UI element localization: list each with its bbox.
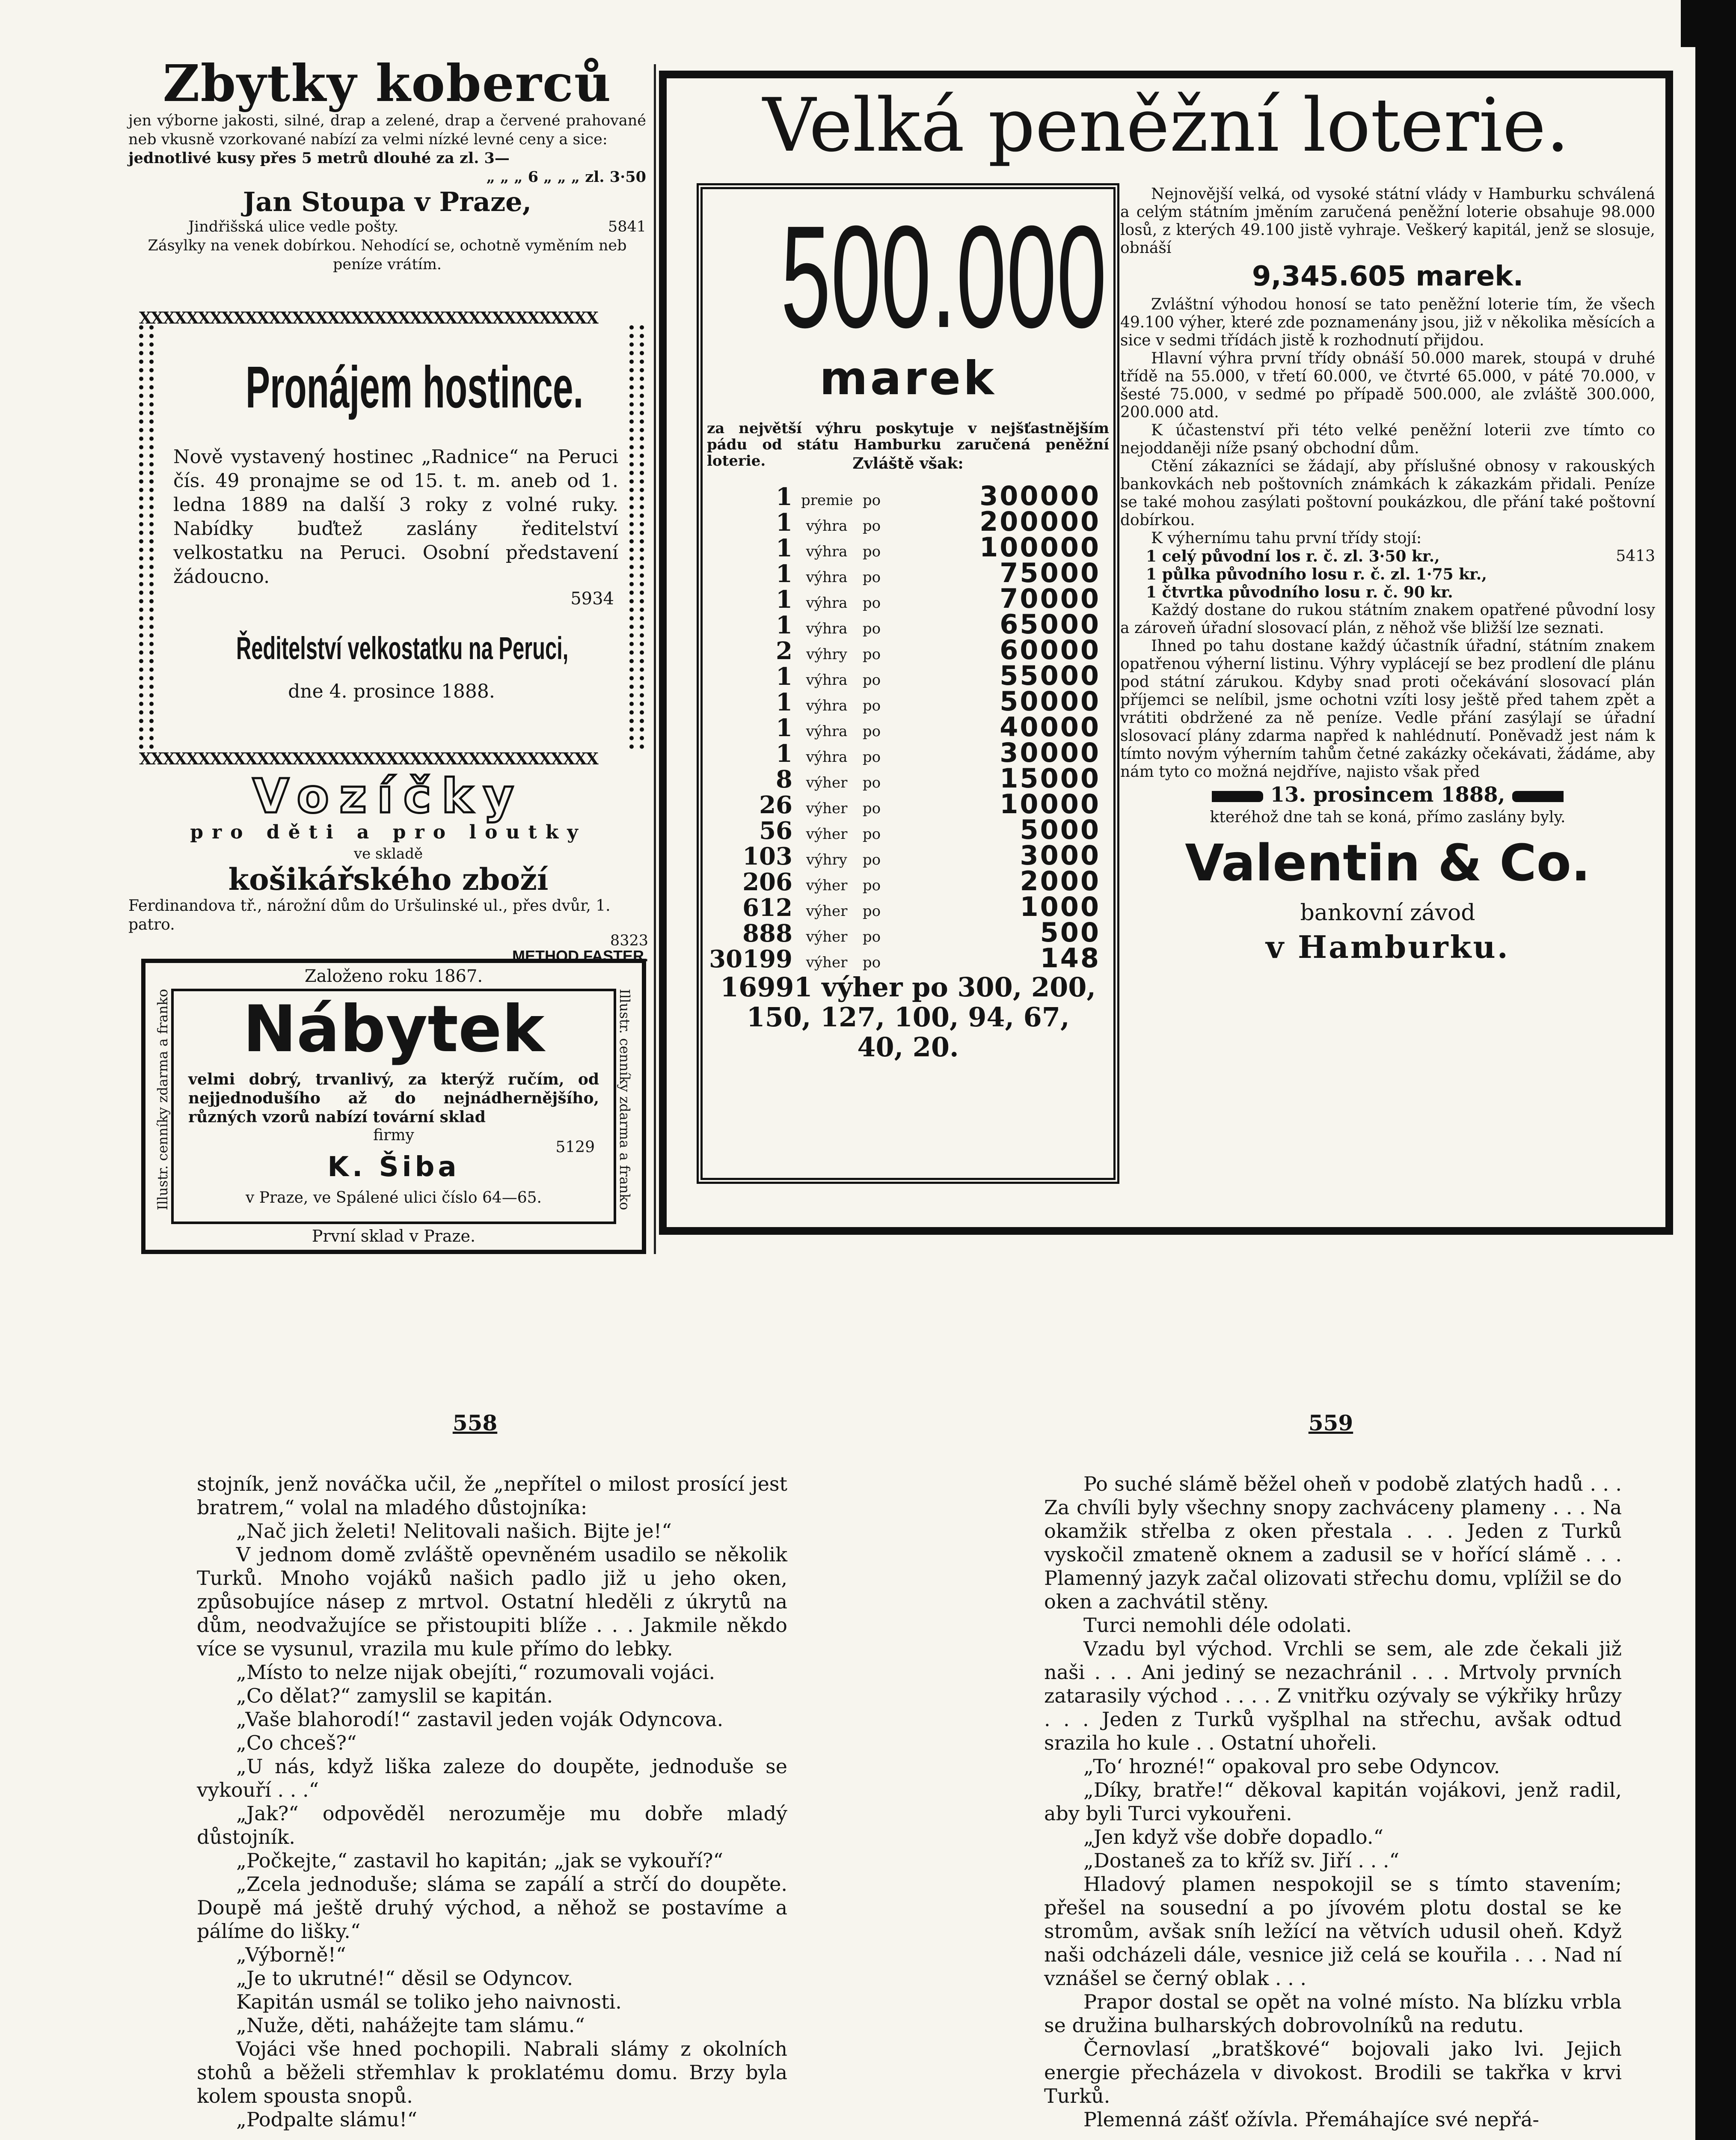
lottery-p3: K účastenství při této velké peněžní loterii zve tímto co nejoddaněji níže psaný obchodní dům.: [1120, 422, 1655, 457]
lottery-p5: K výhernímu tahu první třídy stojí:: [1151, 529, 1422, 547]
ad-hostince-side-right: [629, 325, 644, 749]
text-paragraph: Černovlasí „bratškové“ bojovali jako lvi. Jejich energie přecházela v divokost. Brodili se takřka v krvi Turků.: [1044, 2037, 1622, 2107]
text-column-left: [197, 1472, 787, 2131]
lottery-big-amount: 500.000: [780, 196, 1107, 358]
ad-nabytek-side-right: Illustr. cenníky zdarma a franko: [617, 989, 633, 1210]
ad-hostince-sign: Ředitelství velkostatku na Peruci,: [236, 630, 569, 666]
page-num-right: [1001, 1410, 1660, 1436]
ad-koberce-address-row: [128, 217, 646, 236]
prize-count: 1: [776, 714, 792, 742]
prize-amount: 70000: [1000, 583, 1101, 614]
prize-row: [703, 840, 1113, 871]
lottery-date: 13. prosincem 1888,: [1270, 783, 1505, 807]
prize-row: [703, 865, 1113, 897]
text-paragraph: Prapor dostal se opět na volné místo. Na blízku vrbla se družina bulharských dobrovolníků na redutu.: [1044, 1990, 1622, 2037]
prize-po: po: [862, 826, 881, 843]
text-paragraph: „Nuže, děti, nahážejte tam slámu.“: [236, 2014, 585, 2037]
text-paragraph: Po suché slámě běžel oheň v podobě zlatých hadů . . . Za chvíli byly všechny snopy zachváceny plameny . . . Na okamžik střelba z oken přestala . . . Jeden z Turků vyskočil zmateně oknem a zadusil se v hořící slámě . . . Plamenný jazyk začal olizovati střechu domu, vplížil se do oken a zachvátil stěny.: [1044, 1472, 1622, 1613]
prize-row: [703, 917, 1113, 948]
prize-po: po: [862, 492, 881, 509]
prize-amount: 500: [1040, 917, 1101, 948]
prize-amount: 40000: [1000, 711, 1101, 743]
ad-voziky-sub: pro děti a pro loutky: [190, 821, 587, 843]
lottery-p7: Ihned po tahu dostane každý účastník úřadní, státním znakem opatřenou výherní listinu. Výhry vyplácejí se bez prodlení dle plánu pod státní zárukou. Kdyby snad proti očekávání slosovací plán příjemci se nelíbil, jsme ochotni vzíti losy ještě před tahem zpět a vrátiti obdržené za ně peníze. Vedle přání zasýlají se úřadní slosovací plány zdarma napřed k nahlédnutí. Poněvadž jest nám k tímto novým výherním tahům četné zakázky očekávati, žádáme, aby nám tyto co možná nejdříve, najisto však před: [1120, 637, 1655, 781]
prize-word: výher: [806, 928, 848, 945]
ad-voziky-title: Vozíčky: [252, 769, 524, 823]
prize-po: po: [862, 723, 881, 740]
ad-nabytek-firm-label: firmy: [373, 1126, 414, 1144]
prize-count: 1: [776, 586, 792, 614]
ad-hostince-title: Pronájem hostince.: [246, 354, 584, 420]
prize-row: [703, 814, 1113, 845]
ad-voziky-num: 8323: [610, 932, 648, 949]
prize-word: výhra: [806, 543, 848, 560]
prize-po: po: [862, 877, 881, 894]
prize-word: výhra: [806, 723, 848, 740]
text-paragraph: „Nač jich želeti! Nelitovali našich. Bijte je!“: [236, 1519, 672, 1543]
text-paragraph: V jednom domě zvláště opevněném usadilo se několik Turků. Mnoho vojáků našich padlo již u jeho oken, způsobujíce násep z mrtvol. Ostatní hleděli z úkrytů na dům, neodvažujíce se přistoupiti blíže . . . Jakmile někdo více se vysunul, vrazila mu kule přímo do lebky.: [197, 1543, 787, 1660]
ad-nabytek-address: v Praze, ve Spálené ulici číslo 64—65.: [245, 1189, 542, 1207]
prize-word: výhra: [806, 594, 848, 612]
text-paragraph: Vojáci vše hned pochopili. Nabrali slámy z okolních stohů a běželi střemhlav k proklatému domu. Brzy byla kolem spousta snopů.: [197, 2037, 787, 2107]
prize-po: po: [862, 903, 881, 920]
prize-count: 612: [742, 894, 792, 922]
prize-amount: 2000: [1020, 865, 1101, 897]
prize-po: po: [862, 774, 881, 791]
prize-amount: 65000: [1000, 609, 1101, 640]
text-paragraph: „Jen když vše dobře dopadlo.“: [1083, 1825, 1383, 1849]
ad-voziky-line: ve skladě: [353, 845, 423, 862]
text-column-right: [1044, 1472, 1622, 2131]
page-num-left-text: 558: [452, 1410, 498, 1436]
prize-amount: 5000: [1020, 814, 1101, 845]
prize-count: 1: [776, 534, 792, 562]
text-paragraph: Vzadu byl východ. Vrchli se sem, ale zde čekali již naši . . . Ani jediný se nezachránil . . . Mrtvoly prvních zatarasily východ . . . . Z vnitřku ozývaly se výkřiky hrůzy . . . Jeden z Turků vyšplhal na střechu, avšak odtud srazila ho kule . . Ostatní uhořeli.: [1044, 1637, 1622, 1754]
ad-koberce-title: Zbytky koberců: [163, 54, 612, 113]
pointing-hand-icon: [1212, 791, 1263, 802]
pointing-hand-icon: [1512, 791, 1564, 802]
prize-count: 26: [759, 791, 792, 819]
lottery-cost1-num: 5413: [1616, 547, 1655, 565]
ad-nabytek-num: 5129: [555, 1138, 595, 1156]
prize-amount: 3000: [1020, 840, 1101, 871]
text-paragraph: Plemenná zášť ožívla. Přemáhajíce své nepřá-: [1083, 2108, 1539, 2131]
prize-count: 8: [776, 765, 792, 794]
prize-amount: 15000: [1000, 763, 1101, 794]
prize-word: výhra: [806, 569, 848, 586]
lottery-last: 16991 výher po 300, 200, 150, 127, 100, 94, 67, 40, 20.: [720, 972, 1096, 1063]
prize-count: 1: [776, 560, 792, 588]
ad-nabytek: [141, 959, 646, 1254]
prize-count: 888: [742, 919, 792, 948]
ad-lottery: [659, 71, 1673, 1235]
prize-count: 2: [776, 637, 792, 665]
text-paragraph: „Díky, bratře!“ děkoval kapitán vojákovi, jenž radil, aby byli Turci vykouřeni.: [1044, 1778, 1622, 1825]
prize-word: výhra: [806, 749, 848, 766]
lottery-after-date: kteréhož dne tah se koná, přímo zaslány byly.: [1210, 808, 1566, 826]
lottery-sub: za největší výhru poskytuje v nejšťastnějším pádu od státu Hamburku zaručená peněžní loterie.: [707, 420, 1109, 470]
prize-row: [703, 660, 1113, 691]
prize-row: [703, 788, 1113, 820]
ad-nabytek-title: Nábytek: [243, 992, 545, 1067]
prize-po: po: [862, 672, 881, 689]
ad-hostince-body: Nově vystavený hostinec „Radnice“ na Peruci čís. 49 pronajme se od 15. t. m. aneb od 1. ledna 1889 na další 3 roky z volné ruky. Nabídky buďtež zaslány ředitelství velkostatku na Peruci. Osobní představení žádoucno.: [173, 446, 618, 588]
lottery-total: 9,345.605 marek.: [1252, 261, 1524, 292]
lottery-p4: Ctění zákazníci se žádají, aby příslušné obnosy v rakouských bankovkách neb poštovních známkách k zákazkám přidali. Peníze se také mohou zasýlati poštovní poukázkou, dle přání také poštovní dobírkou.: [1120, 458, 1655, 529]
lottery-cost3: 1 čtvrtka původního losu r. č. 90 kr.: [1146, 583, 1453, 601]
lottery-prize-list: [703, 480, 1113, 974]
page-num-right-text: 559: [1308, 1410, 1353, 1436]
text-paragraph: „Jak?“ odpověděl nerozuměje mu dobře mladý důstojník.: [197, 1802, 787, 1849]
prize-word: výhra: [806, 517, 848, 535]
lottery-right-text: [1120, 185, 1655, 968]
prize-amount: 75000: [1000, 557, 1101, 588]
prize-count: 56: [759, 817, 792, 845]
ad-hostince: [139, 308, 644, 770]
ad-koberce-num: 5841: [608, 218, 646, 235]
text-paragraph: stojník, jenž nováčka učil, že „nepřítel o milost prosící jest bratrem,“ volal na mladého důstojníka:: [197, 1472, 787, 1519]
lottery-p2: Hlavní výhra první třídy obnáší 50.000 marek, stoupá v druhé třídě na 55.000, v třetí 60.000, ve čtvrté 65.000, v páté 70.000, v šesté 75.000, v sedmé po případě 500.000, ale zvláště 300.000, 200.000 atd.: [1120, 350, 1655, 421]
prize-word: výher: [806, 903, 848, 920]
text-paragraph: Hladový plamen nespokojil se s tímto stavením; přešel na sousední a po jívovém plotu dostal se ke stromům, avšak sníh ležící na větvích udusil oheň. Když naši odcházeli dále, vesnice již celá se kouřila . . . Nad ní vznášel se černý oblak . . .: [1044, 1872, 1622, 1990]
ad-hostince-side-left: [139, 325, 154, 749]
prize-row: [703, 711, 1113, 743]
prize-po: po: [862, 928, 881, 945]
prize-amount: 148: [1040, 942, 1101, 974]
prize-word: výher: [806, 954, 848, 971]
prize-row: [703, 532, 1113, 563]
ad-nabytek-bottom: První sklad v Praze.: [312, 1227, 476, 1245]
lottery-zvlaste: Zvláště však:: [852, 455, 964, 473]
text-paragraph: „Místo to nelze nijak obejíti,“ rozumovali vojáci.: [236, 1661, 715, 1684]
prize-po: po: [862, 569, 881, 586]
ad-voziky: [128, 769, 648, 965]
text-paragraph: „Dostaneš za to kříž sv. Jiří . . .“: [1083, 1849, 1399, 1872]
prize-amount: 30000: [1000, 737, 1101, 768]
prize-count: 1: [776, 508, 792, 537]
lottery-cost2: 1 půlka původního losu r. č. zl. 1·75 kr.,: [1146, 565, 1487, 583]
lottery-prize-box: [697, 183, 1119, 1184]
ad-hostince-date: dne 4. prosince 1888.: [288, 681, 495, 702]
ad-koberce-price1: jednotlivé kusy přes 5 metrů dlouhé za zl. 3—: [128, 149, 510, 167]
lottery-intro: Nejnovější velká, od vysoké státní vlády v Hamburku schválená a celým státním jměním zaručená peněžní loterie obsahuje 98.000 losů, z kterých 49.100 jistě vyhraje. Veškerý kapitál, jenž se slosuje, obnáší: [1120, 185, 1655, 257]
text-paragraph: „To‘ hrozné!“ opakoval pro sebe Odyncov.: [1083, 1755, 1500, 1778]
prize-row: [703, 480, 1113, 511]
text-paragraph: „Zcela jednoduše; sláma se zapálí a strčí do doupěte. Doupě má ještě druhý východ, a něhož se postavíme a pálíme do lišky.“: [197, 1872, 787, 1943]
lottery-big-unit: marek: [819, 352, 997, 405]
prize-word: premie: [801, 492, 853, 509]
prize-row: [703, 942, 1113, 974]
prize-row: [703, 609, 1113, 640]
lottery-cost1-row: [1120, 547, 1655, 565]
prize-amount: 50000: [1000, 686, 1101, 717]
text-paragraph: Kapitán usmál se toliko jeho naivnosti.: [236, 1990, 622, 2013]
page-edge: [1695, 0, 1736, 2140]
prize-amount: 10000: [1000, 788, 1101, 820]
ad-hostince-chain-top: XXXXXXXXXXXXXXXXXXXXXXXXXXXXXXXXXXXXXXX: [139, 308, 598, 327]
prize-po: po: [862, 954, 881, 971]
text-paragraph: „Podpalte slámu!“: [236, 2108, 417, 2131]
prize-row: [703, 686, 1113, 717]
ad-voziky-method: METHOD FASTER.: [512, 947, 648, 965]
text-paragraph: „Počkejte,“ zastavil ho kapitán; „jak se vykouří?“: [236, 1849, 723, 1872]
lottery-p1: Zvláštní výhodou honosí se tato peněžní loterie tím, že všech 49.100 výher, které zde poznamenány jsou, již v několika měsících a sice v sedmi třídách jistě k rozhodnutí přijdou.: [1120, 296, 1655, 349]
prize-count: 1: [776, 663, 792, 691]
prize-row: [703, 506, 1113, 537]
prize-word: výhra: [806, 697, 848, 714]
ad-koberce-address: Jindřišská ulice vedle pošty.: [188, 218, 399, 235]
ad-nabytek-firm: K. Šiba: [327, 1151, 460, 1183]
prize-word: výhra: [806, 620, 848, 637]
page-num-left: [128, 1410, 822, 1436]
prize-amount: 300000: [979, 480, 1101, 511]
lottery-firm-city: v Hamburku.: [1266, 929, 1510, 965]
text-paragraph: „Co chceš?“: [236, 1731, 357, 1754]
lottery-cost1: 1 celý původní los r. č. zl. 3·50 kr.,: [1146, 547, 1440, 565]
prize-row: [703, 583, 1113, 614]
prize-word: výher: [806, 800, 848, 817]
ad-voziky-address: Ferdinandova tř., nárožní dům do Uršulinské ul., přes dvůr, 1. patro.: [128, 897, 611, 933]
prize-po: po: [862, 543, 881, 560]
prize-row: [703, 634, 1113, 666]
text-paragraph: Turci nemohli déle odolati.: [1083, 1614, 1352, 1637]
prize-count: 206: [742, 868, 792, 896]
prize-po: po: [862, 517, 881, 535]
prize-po: po: [862, 851, 881, 868]
prize-po: po: [862, 620, 881, 637]
lottery-p6: Každý dostane do rukou státním znakem opatřené původní losy a zároveň úřadní slosovací plán, z něhož vše bližší lze seznati.: [1120, 601, 1655, 637]
ad-nabytek-body: velmi dobrý, trvanlivý, za kterýž ručím, od nejjednodušího až do nejnádhernějšího, různých vzorů nabízí tovární sklad: [188, 1070, 599, 1126]
ad-hostince-chain-bottom: XXXXXXXXXXXXXXXXXXXXXXXXXXXXXXXXXXXXXXX: [139, 749, 598, 768]
text-paragraph: „Je to ukrutné!“ děsil se Odyncov.: [236, 1967, 573, 1990]
prize-row: [703, 891, 1113, 922]
prize-word: výhry: [806, 646, 847, 663]
prize-po: po: [862, 646, 881, 663]
prize-amount: 1000: [1020, 891, 1101, 922]
prize-count: 1: [776, 611, 792, 639]
ad-koberce: [128, 56, 646, 274]
prize-po: po: [862, 697, 881, 714]
prize-count: 103: [742, 842, 792, 871]
prize-count: 1: [776, 688, 792, 716]
prize-word: výhry: [806, 851, 847, 868]
prize-count: 1: [776, 740, 792, 768]
text-paragraph: „Výborně!“: [236, 1943, 346, 1966]
text-paragraph: „Vaše blahorodí!“ zastavil jeden voják Odyncova.: [236, 1708, 724, 1731]
prize-amount: 60000: [1000, 634, 1101, 666]
column-rule: [654, 64, 656, 1254]
prize-amount: 100000: [979, 532, 1101, 563]
prize-row: [703, 737, 1113, 768]
prize-word: výhra: [806, 672, 848, 689]
prize-row: [703, 763, 1113, 794]
ad-koberce-firm: Jan Stoupa v Praze,: [243, 186, 532, 217]
ad-koberce-text: jen výborne jakosti, silné, drap a zelené, drap a červené prahované neb vkusně vzorkované nabízí za velmi nízké levné ceny a sice:: [128, 112, 646, 148]
prize-word: výher: [806, 826, 848, 843]
lottery-firm: Valentin & Co.: [1185, 833, 1591, 892]
ad-nabytek-top: Založeno roku 1867.: [304, 966, 483, 986]
prize-count: 30199: [709, 945, 792, 973]
lottery-firm-sub: bankovní závod: [1300, 900, 1475, 926]
prize-amount: 55000: [1000, 660, 1101, 691]
ad-nabytek-side-left: Illustr. cenníky zdarma a franko: [154, 989, 171, 1210]
ad-koberce-price2: „ „ „ 6 „ „ „ zl. 3·50: [486, 168, 646, 186]
prize-po: po: [862, 800, 881, 817]
prize-count: 1: [776, 483, 792, 511]
lottery-date-row: [1120, 781, 1655, 808]
ad-voziky-firm: košikářského zboží: [228, 862, 549, 897]
prize-word: výher: [806, 774, 848, 791]
prize-word: výher: [806, 877, 848, 894]
text-paragraph: „Co dělat?“ zamyslil se kapitán.: [236, 1684, 553, 1707]
prize-amount: 200000: [979, 506, 1101, 537]
prize-po: po: [862, 749, 881, 766]
ad-koberce-note: Zásylky na venek dobírkou. Nehodící se, ochotně vyměním neb peníze vrátím.: [148, 237, 627, 273]
ad-hostince-num: 5934: [570, 589, 614, 609]
text-paragraph: „U nás, když liška zaleze do doupěte, jednoduše se vykouří . . .“: [197, 1755, 787, 1801]
lottery-title: Velká peněžní loterie.: [763, 82, 1570, 168]
prize-row: [703, 557, 1113, 588]
prize-po: po: [862, 594, 881, 612]
